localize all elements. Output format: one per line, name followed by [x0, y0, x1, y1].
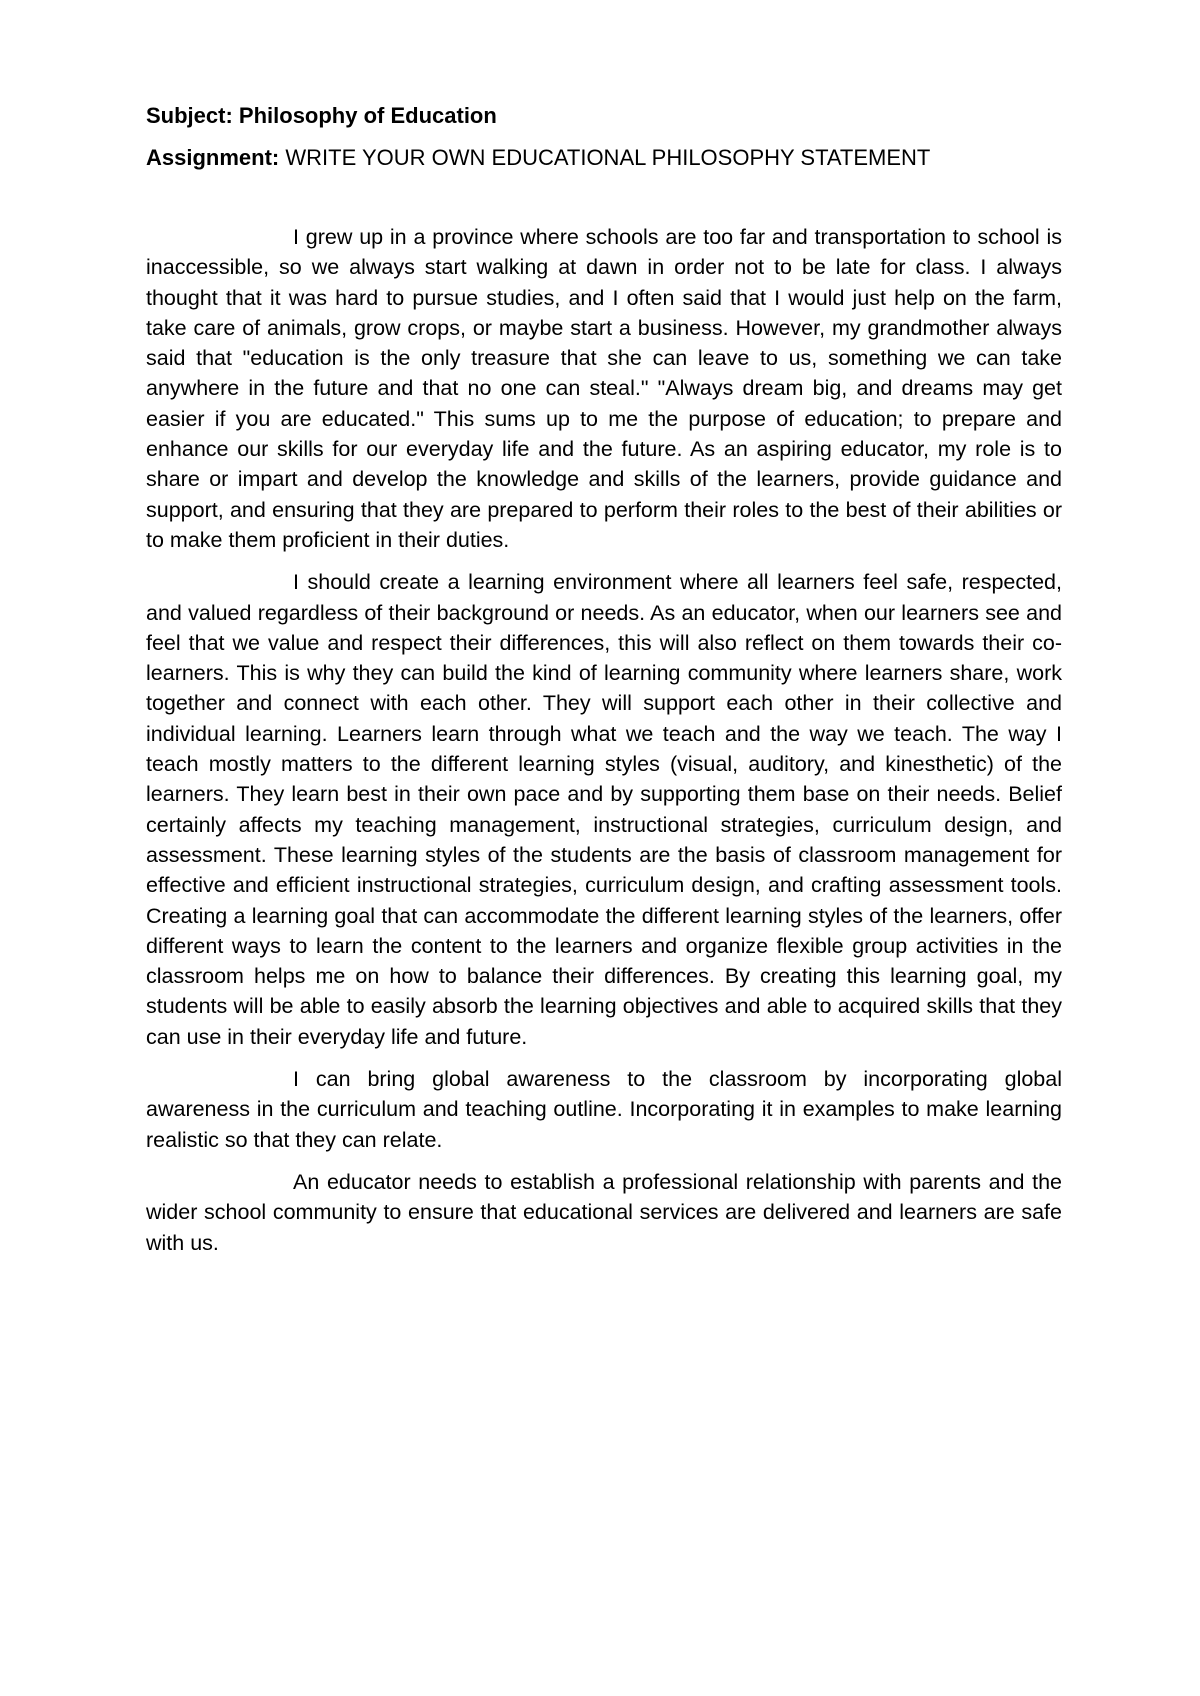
essay-body [146, 222, 1062, 1258]
subject-label: Subject: [146, 103, 233, 128]
assignment-line [146, 142, 1062, 174]
subject-line [146, 100, 1062, 132]
assignment-label: Assignment: [146, 145, 280, 170]
paragraph-4: An educator needs to establish a professional relationship with parents and the wider school community to ensure that educational services are delivered and learners are safe with us. [146, 1169, 1062, 1255]
assignment-value: WRITE YOUR OWN EDUCATIONAL PHILOSOPHY STATEMENT [285, 145, 931, 170]
paragraph-3: I can bring global awareness to the classroom by incorporating global awareness in the curriculum and teaching outline. Incorporating it in examples to make learning realistic so that they can relate. [146, 1067, 1062, 1152]
subject-value: Philosophy of Education [238, 103, 497, 128]
paragraph-2: I should create a learning environment where all learners feel safe, respected, and valued regardless of their background or needs. As an educator, when our learners see and feel that we value and respect their differences, this will also reflect on them towards their co-learners. This is why they can build the kind of learning community where learners share, work together and connect with each other. They will support each other in their collective and individual learning. Learners learn through what we teach and the way we teach. The way I teach mostly matters to the different learning styles (visual, auditory, and kinesthetic) of the learners. They learn best in their own pace and by supporting them base on their needs. Belief certainly affects my teaching management, instructional strategies, curriculum design, and assessment. These learning styles of the students are the basis of classroom management for effective and efficient instructional strategies, curriculum design, and crafting assessment tools. Creating a learning goal that can accommodate the different learning styles of the learners, offer different ways to learn the content to the learners and organize flexible group activities in the classroom helps me on how to balance their differences. By creating this learning goal, my students will be able to easily absorb the learning objectives and able to acquired skills that they can use in their everyday life and future. [146, 570, 1062, 1049]
document-page [146, 100, 1062, 1270]
paragraph-1: I grew up in a province where schools are too far and transportation to school is inaccessible, so we always start walking at dawn in order not to be late for class. I always thought that it was hard to pursue studies, and I often said that I would just help on the farm, take care of animals, grow crops, or maybe start a business. However, my grandmother always said that "education is the only treasure that she can leave to us, something we can take anywhere in the future and that no one can steal." "Always dream big, and dreams may get easier if you are educated." This sums up to me the purpose of education; to prepare and enhance our skills for our everyday life and the future. As an aspiring educator, my role is to share or impart and develop the knowledge and skills of the learners, provide guidance and support, and ensuring that they are prepared to perform their roles to the best of their abilities or to make them proficient in their duties. [146, 225, 1062, 552]
